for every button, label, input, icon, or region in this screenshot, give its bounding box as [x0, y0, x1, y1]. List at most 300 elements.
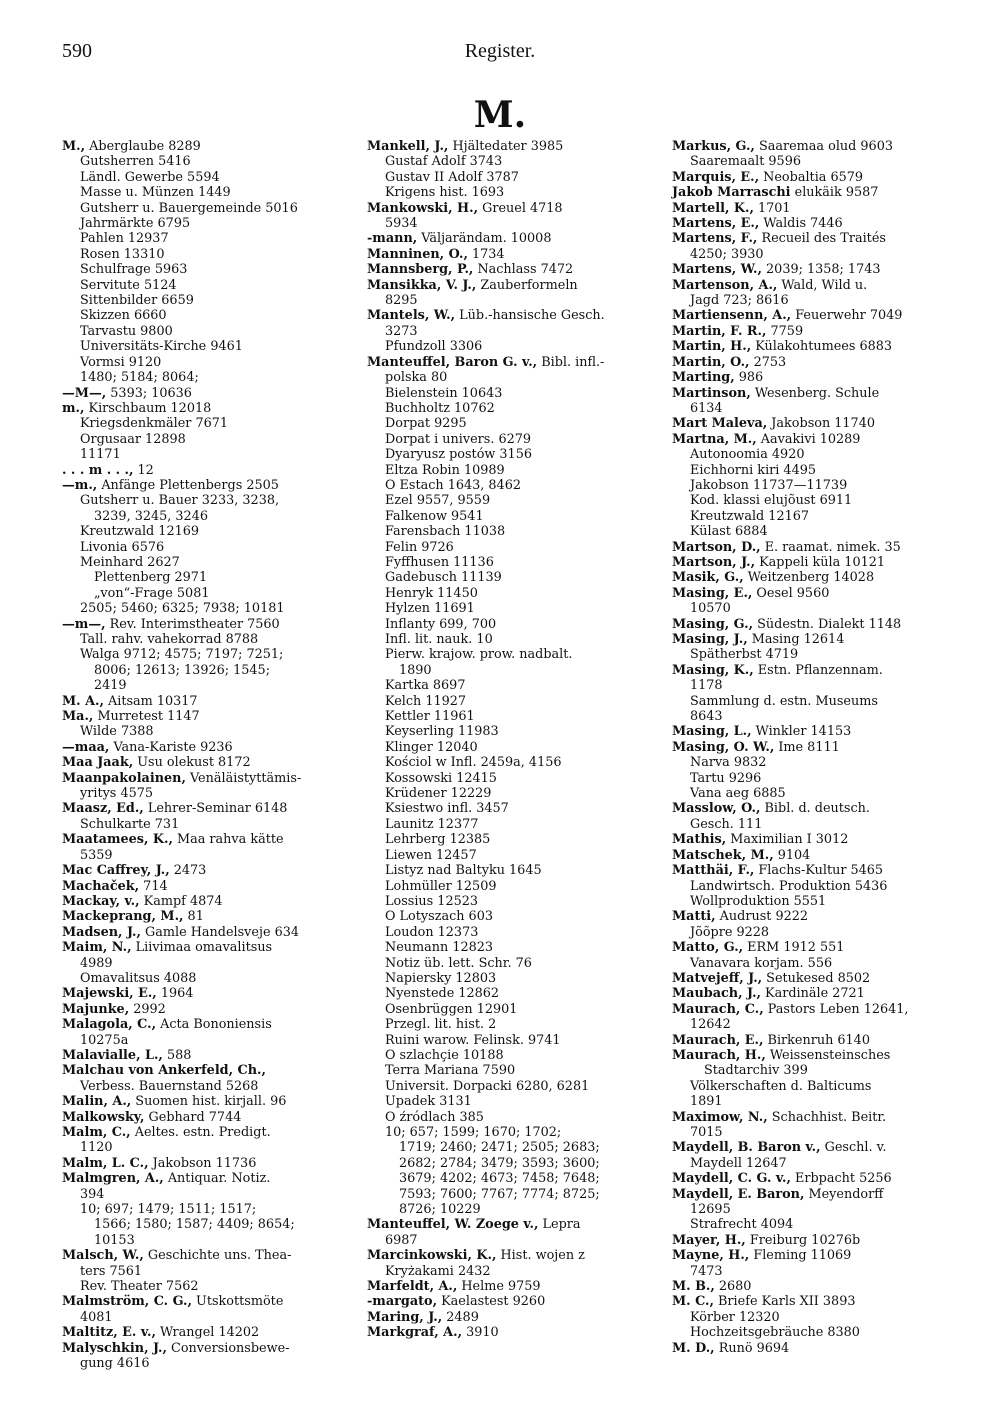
- index-subentry: [672, 694, 942, 709]
- entry-text: 1480; 5184; 8064;: [80, 370, 199, 386]
- entry-heading: Maubach, J.,: [672, 986, 761, 1002]
- entry-text: Falkenow 9541: [385, 508, 484, 524]
- entry-text: Murretest 1147: [93, 709, 200, 725]
- index-entry: [367, 308, 639, 323]
- entry-text: Runö 9694: [714, 1340, 790, 1356]
- entry-text: Waldis 7446: [759, 216, 843, 232]
- index-subentry: [62, 432, 344, 447]
- index-subentry: [367, 1125, 639, 1140]
- entry-text: Farensbach 11038: [385, 524, 506, 540]
- entry-text: Zauberformeln: [476, 277, 578, 293]
- index-subentry: [367, 1063, 639, 1078]
- entry-heading: Malkowsky,: [62, 1109, 145, 1125]
- index-subentry: [367, 555, 639, 570]
- index-entry: [62, 1171, 344, 1186]
- index-subentry: [367, 632, 639, 647]
- entry-heading: Mankowski, H.,: [367, 200, 479, 216]
- index-entry: [672, 1233, 942, 1248]
- page-number: 590: [62, 40, 92, 62]
- index-entry: [672, 1110, 942, 1125]
- index-entry: [62, 832, 344, 847]
- index-subentry: [367, 1202, 639, 1217]
- index-subentry: [367, 771, 639, 786]
- entry-heading: M. C.,: [672, 1294, 714, 1310]
- entry-heading: Martinson,: [672, 385, 751, 401]
- entry-text: Vanavara korjam. 556: [690, 955, 833, 971]
- entry-text: 3679; 4202; 4673; 7458; 7648;: [399, 1171, 600, 1187]
- index-subentry: [367, 1033, 639, 1048]
- entry-text: ERM 1912 551: [743, 940, 845, 956]
- entry-text: Jakobson 11737—11739: [690, 477, 848, 493]
- entry-text: Jakobson 11736: [148, 1155, 257, 1171]
- entry-heading: Masing, K.,: [672, 662, 754, 678]
- entry-heading: Marquis, E.,: [672, 169, 760, 185]
- index-subentry: [62, 1279, 344, 1294]
- index-subentry: [367, 663, 639, 678]
- index-subentry: [62, 555, 344, 570]
- entry-heading: Matschek, M.,: [672, 847, 774, 863]
- index-entry: [672, 432, 942, 447]
- entry-heading: Mantels, W.,: [367, 308, 456, 324]
- entry-text: Wilde 7388: [80, 724, 154, 740]
- entry-text: Jõõpre 9228: [690, 924, 770, 940]
- entry-text: 8643: [690, 709, 723, 725]
- index-column-3: [672, 139, 942, 1356]
- index-subentry: [672, 247, 942, 262]
- index-entry: [62, 139, 344, 154]
- index-entry: [62, 1017, 344, 1032]
- index-subentry: [367, 1140, 639, 1155]
- entry-text: Lohmüller 12509: [385, 878, 497, 894]
- entry-text: Nyenstede 12862: [385, 986, 500, 1002]
- entry-text: gung 4616: [80, 1356, 150, 1372]
- index-entry: [62, 1294, 344, 1309]
- index-entry: [62, 1248, 344, 1263]
- entry-text: Universitäts-Kirche 9461: [80, 339, 243, 355]
- entry-text: Launitz 12377: [385, 816, 479, 832]
- index-entry: [367, 247, 639, 262]
- index-subentry: [62, 278, 344, 293]
- index-subentry: [367, 1264, 639, 1279]
- index-entry: [62, 940, 344, 955]
- entry-text: O źródlach 385: [385, 1109, 484, 1125]
- index-entry: [672, 1033, 942, 1048]
- entry-text: Eichhorni kiri 4495: [690, 462, 817, 478]
- index-subentry: [367, 1156, 639, 1171]
- index-subentry: [62, 632, 344, 647]
- entry-text: Briefe Karls XII 3893: [713, 1294, 856, 1310]
- entry-text: Ländl. Gewerbe 5594: [80, 169, 220, 185]
- entry-text: Hylzen 11691: [385, 601, 475, 617]
- running-title: Register.: [464, 40, 536, 62]
- entry-heading: Martenson, A.,: [672, 277, 778, 293]
- entry-text: 1891: [690, 1094, 723, 1110]
- entry-text: 2682; 2784; 3479; 3593; 3600;: [399, 1155, 600, 1171]
- index-subentry: [62, 154, 344, 169]
- index-subentry: [62, 663, 344, 678]
- entry-heading: Malm, C.,: [62, 1125, 131, 1140]
- entry-text: Ksiestwo infl. 3457: [385, 801, 509, 817]
- index-subentry: [367, 755, 639, 770]
- entry-text: Wollproduktion 5551: [690, 893, 827, 909]
- entry-heading: Manninen, O.,: [367, 246, 468, 262]
- index-entry: [672, 201, 942, 216]
- index-subentry: [672, 1094, 942, 1109]
- index-subentry: [62, 1033, 344, 1048]
- index-entry: [672, 386, 942, 401]
- index-subentry: [367, 416, 639, 431]
- page-header: [62, 40, 938, 70]
- entry-heading: Martens, F.,: [672, 231, 758, 247]
- index-subentry: [367, 1094, 639, 1109]
- entry-text: Sammlung d. estn. Museums: [690, 693, 878, 709]
- index-entry: [62, 1325, 344, 1340]
- entry-text: Kaelastest 9260: [437, 1294, 546, 1310]
- index-entry: [367, 278, 639, 293]
- entry-heading: Martiensenn, A.,: [672, 308, 792, 324]
- index-subentry: [367, 940, 639, 955]
- entry-text: Kreutzwald 12167: [690, 508, 810, 524]
- entry-text: Usu olekust 8172: [133, 755, 251, 771]
- index-entry: [62, 771, 344, 786]
- entry-text: Livonia 6576: [80, 539, 165, 555]
- entry-text: „von“-Frage 5081: [94, 585, 210, 601]
- entry-text: Henryk 11450: [385, 585, 478, 601]
- entry-text: Lüb.-hansische Gesch.: [455, 308, 605, 324]
- entry-text: Kirschbaum 12018: [84, 400, 212, 416]
- entry-heading: Malchau von Ankerfeld, Ch.,: [62, 1063, 266, 1079]
- entry-text: Bibl. d. deutsch.: [760, 801, 870, 817]
- entry-text: 588: [162, 1047, 192, 1063]
- entry-text: Feuerwehr 7049: [791, 308, 903, 324]
- entry-text: Plettenberg 2971: [94, 570, 208, 586]
- entry-text: Geschichte uns. Thea-: [143, 1248, 292, 1264]
- index-subentry: [62, 524, 344, 539]
- entry-text: Klinger 12040: [385, 739, 478, 755]
- entry-text: Setukesed 8502: [762, 970, 871, 986]
- index-subentry: [62, 339, 344, 354]
- index-subentry: [672, 1264, 942, 1279]
- entry-heading: Maydell, B. Baron v.,: [672, 1140, 821, 1156]
- index-entry: [672, 1171, 942, 1186]
- entry-text: Liivimaa omavalitsus: [131, 940, 273, 956]
- entry-text: Krigens hist. 1693: [385, 185, 505, 201]
- entry-heading: Mankell, J.,: [367, 139, 449, 154]
- entry-text: Walga 9712; 4575; 7197; 7251;: [80, 647, 284, 663]
- entry-heading: Malsch, W.,: [62, 1248, 144, 1264]
- entry-text: 986: [734, 370, 764, 386]
- entry-text: Maa rahva kätte: [172, 832, 284, 848]
- entry-text: Dorpat i univers. 6279: [385, 431, 532, 447]
- entry-heading: Martin, H.,: [672, 339, 752, 355]
- entry-heading: Malagola, C.,: [62, 1017, 157, 1033]
- entry-text: Tall. rahv. vahekorrad 8788: [80, 632, 259, 647]
- index-entry: [672, 1187, 942, 1202]
- index-subentry: [672, 463, 942, 478]
- entry-text: Lehrer-Seminar 6148: [143, 801, 288, 817]
- entry-heading: Matti,: [672, 909, 716, 925]
- entry-text: Pahlen 12937: [80, 231, 169, 247]
- entry-text: Tarvastu 9800: [80, 323, 173, 339]
- entry-text: Verbess. Bauernstand 5268: [80, 1078, 259, 1094]
- entry-heading: Martell, K.,: [672, 200, 754, 216]
- entry-text: Lehrberg 12385: [385, 832, 491, 848]
- entry-text: 12695: [690, 1202, 731, 1218]
- entry-text: Hochzeitsgebräuche 8380: [690, 1325, 860, 1341]
- entry-text: 7759: [766, 323, 804, 339]
- index-entry: [672, 355, 942, 370]
- entry-text: Felin 9726: [385, 539, 454, 555]
- entry-text: Saaremaalt 9596: [690, 154, 801, 170]
- index-entry: [62, 986, 344, 1001]
- entry-text: Kriegsdenkmäler 7671: [80, 416, 229, 432]
- entry-text: Kreutzwald 12169: [80, 524, 200, 540]
- entry-text: Fyffhusen 11136: [385, 554, 494, 570]
- entry-heading: Masing, E.,: [672, 585, 753, 601]
- entry-heading: Masing, L.,: [672, 724, 752, 740]
- entry-heading: Machaček,: [62, 878, 140, 894]
- index-subentry: [62, 586, 344, 601]
- index-subentry: [367, 154, 639, 169]
- entry-text: 5393; 10636: [106, 385, 192, 401]
- entry-text: Kardinäle 2721: [760, 986, 865, 1002]
- index-entry: [62, 617, 344, 632]
- entry-text: Dorpat 9295: [385, 416, 467, 432]
- entry-heading: Martson, D.,: [672, 539, 761, 555]
- entry-text: Ezel 9557, 9559: [385, 493, 491, 509]
- index-subentry: [367, 601, 639, 616]
- entry-text: Buchholtz 10762: [385, 400, 495, 416]
- index-entry: [672, 370, 942, 385]
- entry-heading: —m.,: [62, 477, 98, 493]
- entry-text: Schulfrage 5963: [80, 262, 188, 278]
- entry-heading: Maim, N.,: [62, 940, 132, 956]
- entry-text: Kod. klassi elujõust 6911: [690, 493, 853, 509]
- index-subentry: [367, 956, 639, 971]
- index-entry: [367, 139, 639, 154]
- index-subentry: [367, 463, 639, 478]
- entry-text: Wesenberg. Schule: [750, 385, 880, 401]
- index-entry: [672, 262, 942, 277]
- index-subentry: [62, 370, 344, 385]
- entry-text: Gesch. 111: [690, 816, 763, 832]
- entry-heading: —maa,: [62, 739, 110, 755]
- entry-text: Lossius 12523: [385, 893, 479, 909]
- section-letter: M.: [473, 94, 527, 136]
- index-subentry: [367, 1110, 639, 1125]
- entry-text: Vormsi 9120: [80, 354, 162, 370]
- entry-heading: Maximow, N.,: [672, 1109, 768, 1125]
- index-entry: [672, 185, 942, 200]
- index-subentry: [62, 817, 344, 832]
- entry-heading: Martens, E.,: [672, 216, 760, 232]
- index-subentry: [672, 894, 942, 909]
- index-entry: [672, 617, 942, 632]
- entry-heading: Malin, A.,: [62, 1094, 132, 1110]
- entry-heading: -mann,: [367, 231, 418, 247]
- index-subentry: [367, 724, 639, 739]
- entry-text: 1566; 1580; 1587; 4409; 8654;: [94, 1217, 295, 1233]
- entry-text: Aeltes. estn. Predigt.: [130, 1125, 271, 1140]
- entry-text: Pastors Leben 12641,: [763, 1001, 909, 1017]
- entry-text: Antiquar. Notiz.: [163, 1171, 271, 1187]
- entry-text: Wrangel 14202: [155, 1325, 260, 1341]
- entry-text: 8006; 12613; 13926; 1545;: [94, 662, 271, 678]
- entry-text: 6987: [385, 1232, 418, 1248]
- index-entry: [367, 231, 639, 246]
- entry-heading: Masik, G.,: [672, 570, 744, 586]
- index-subentry: [62, 1264, 344, 1279]
- entry-text: Masing 12614: [747, 632, 845, 647]
- entry-text: Gamle Handelsveje 634: [140, 924, 300, 940]
- index-subentry: [367, 170, 639, 185]
- index-subentry: [672, 154, 942, 169]
- entry-text: O szlachçie 10188: [385, 1047, 504, 1063]
- index-entry: [62, 1125, 344, 1140]
- entry-text: Utskottsmöte: [191, 1294, 284, 1310]
- index-entry: [672, 308, 942, 323]
- index-subentry: [367, 509, 639, 524]
- index-entry: [62, 801, 344, 816]
- index-subentry: [672, 709, 942, 724]
- entry-text: Strafrecht 4094: [690, 1217, 794, 1233]
- entry-heading: Malm, L. C.,: [62, 1155, 149, 1171]
- entry-text: 394: [80, 1186, 105, 1202]
- entry-text: Külakohtumees 6883: [751, 339, 893, 355]
- index-subentry: [367, 786, 639, 801]
- index-entry: [367, 1217, 639, 1232]
- index-subentry: [672, 817, 942, 832]
- index-entry: [672, 801, 942, 816]
- index-entry: [672, 1002, 942, 1017]
- entry-text: Rev. Theater 7562: [80, 1279, 199, 1295]
- entry-text: Maximilian I 3012: [726, 832, 849, 848]
- entry-text: Suomen hist. kirjall. 96: [131, 1094, 287, 1110]
- index-entry: [672, 231, 942, 246]
- entry-text: Gadebusch 11139: [385, 570, 502, 586]
- index-subentry: [62, 540, 344, 555]
- index-subentry: [62, 724, 344, 739]
- entry-text: 2419: [94, 678, 127, 694]
- index-subentry: [62, 247, 344, 262]
- entry-heading: M. B.,: [672, 1279, 715, 1295]
- entry-heading: Mackay, v.,: [62, 893, 140, 909]
- index-entry: [672, 986, 942, 1001]
- index-subentry: [672, 601, 942, 616]
- index-subentry: [62, 1202, 344, 1217]
- index-entry: [672, 1140, 942, 1155]
- index-entry: [367, 1248, 639, 1263]
- entry-text: Keyserling 11983: [385, 724, 499, 740]
- entry-heading: Jakob Marraschi: [672, 185, 791, 201]
- index-entry: [672, 1279, 942, 1294]
- index-subentry: [367, 986, 639, 1001]
- entry-heading: Mansikka, V. J.,: [367, 277, 477, 293]
- entry-heading: Maring, J.,: [367, 1309, 443, 1325]
- index-subentry: [672, 755, 942, 770]
- index-subentry: [367, 1233, 639, 1248]
- index-subentry: [367, 709, 639, 724]
- entry-text: O Estach 1643, 8462: [385, 477, 521, 493]
- entry-heading: Maurach, E.,: [672, 1032, 764, 1048]
- index-subentry: [62, 170, 344, 185]
- index-subentry: [62, 786, 344, 801]
- index-subentry: [367, 493, 639, 508]
- index-subentry: [672, 879, 942, 894]
- entry-text: Kelch 11927: [385, 693, 467, 709]
- entry-text: Gustav II Adolf 3787: [385, 169, 519, 185]
- index-subentry: [367, 894, 639, 909]
- index-subentry: [672, 524, 942, 539]
- index-entry: [62, 1094, 344, 1109]
- entry-heading: Maltitz, E. v.,: [62, 1325, 156, 1341]
- entry-text: ters 7561: [80, 1263, 143, 1279]
- entry-text: Tartu 9296: [690, 770, 762, 786]
- index-subentry: [367, 586, 639, 601]
- index-entry: [672, 832, 942, 847]
- entry-heading: Mac Caffrey, J.,: [62, 863, 170, 879]
- entry-heading: Masing, J.,: [672, 632, 748, 647]
- entry-text: Pfundzoll 3306: [385, 339, 483, 355]
- index-entry: [672, 216, 942, 231]
- entry-text: Acta Bononiensis: [156, 1017, 272, 1033]
- index-entry: [62, 863, 344, 878]
- index-entry: [672, 139, 942, 154]
- index-subentry: [367, 694, 639, 709]
- entry-text: Anfänge Plettenbergs 2505: [97, 477, 279, 493]
- index-subentry: [367, 401, 639, 416]
- index-subentry: [367, 817, 639, 832]
- index-subentry: [672, 1156, 942, 1171]
- index-entry: [672, 339, 942, 354]
- index-subentry: [367, 293, 639, 308]
- entry-text: Kettler 11961: [385, 709, 475, 725]
- index-entry: [672, 663, 942, 678]
- entry-text: yritys 4575: [80, 786, 154, 802]
- entry-heading: —m—,: [62, 616, 106, 632]
- entry-text: 5934: [385, 216, 418, 232]
- entry-text: Rosen 13310: [80, 246, 165, 262]
- entry-text: 7473: [690, 1263, 723, 1279]
- index-subentry: [62, 308, 344, 323]
- index-subentry: [672, 447, 942, 462]
- index-subentry: [62, 324, 344, 339]
- entry-text: 10275a: [80, 1032, 129, 1048]
- entry-heading: Mannsberg, P.,: [367, 262, 474, 278]
- index-entry: [62, 694, 344, 709]
- entry-heading: Marting,: [672, 370, 735, 386]
- entry-text: Servitute 5124: [80, 277, 177, 293]
- index-entry: [672, 1294, 942, 1309]
- index-subentry: [367, 848, 639, 863]
- entry-text: Südestn. Dialekt 1148: [753, 616, 902, 632]
- entry-text: 1719; 2460; 2471; 2505; 2683;: [399, 1140, 600, 1156]
- index-entry: [367, 355, 639, 370]
- entry-heading: . . . m . . .,: [62, 462, 134, 478]
- entry-text: Wald, Wild u.: [777, 277, 868, 293]
- index-subentry: [367, 617, 639, 632]
- entry-text: Dyaryusz postów 3156: [385, 447, 532, 463]
- index-entry: [672, 940, 942, 955]
- index-subentry: [62, 647, 344, 662]
- index-entry: [62, 740, 344, 755]
- index-subentry: [367, 879, 639, 894]
- entry-text: Universit. Dorpacki 6280, 6281: [385, 1078, 590, 1094]
- entry-heading: Mart Maleva,: [672, 416, 768, 432]
- entry-text: Gustaf Adolf 3743: [385, 154, 503, 170]
- entry-text: Kartka 8697: [385, 678, 466, 694]
- index-subentry: [367, 971, 639, 986]
